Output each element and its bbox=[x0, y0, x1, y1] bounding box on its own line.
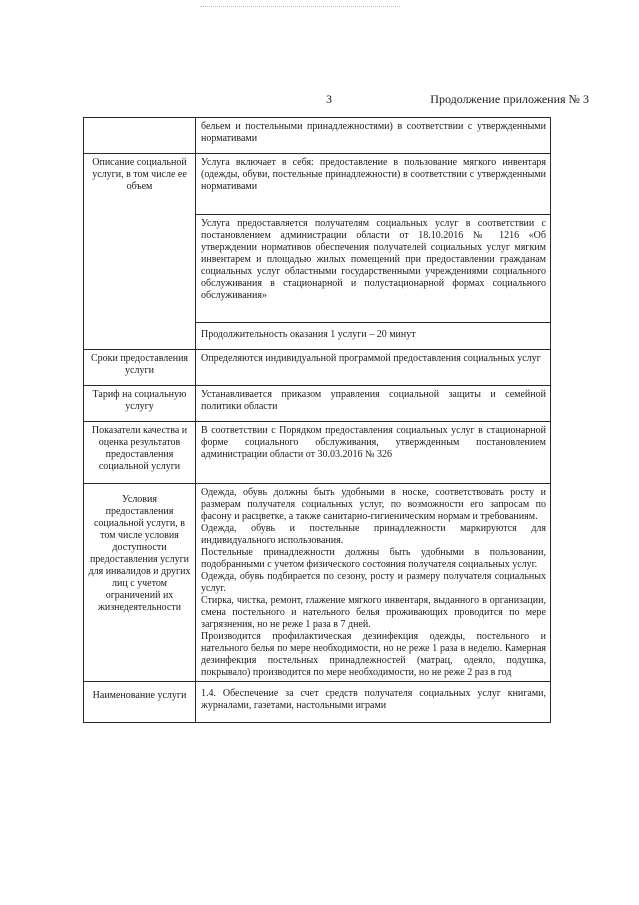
label-cell: Тариф на социальную услугу bbox=[84, 386, 196, 422]
table-row bbox=[84, 484, 551, 682]
label-cell: Условия предоставления социальной услуги, в том числе условия доступности предоставления услуги для инвалидов и других лиц с учетом ограничений их жизнедеятельности bbox=[84, 484, 196, 682]
social-services-table bbox=[83, 117, 551, 723]
condition-paragraph: Постельные принадлежности должны быть удобными в пользовании, подобранными с учетом физического состояния получателя социальных услуг. bbox=[201, 547, 546, 570]
content-cell: бельем и постельными принадлежностями) в соответствии с утвержденными нормативами bbox=[196, 118, 551, 154]
service-regulation-block: Услуга предоставляется получателям социальных услуг в соответствии с постановлением администрации области от 18.10.2016 № 1216 «Об утверждении нормативов обеспечения получателей социальных услуг мягким инвентарем и площадью жилых помещений при предоставлении гражданам социальных услуг областными государственными учреждениями социального обслуживания в стационарной и полустационарной формах социального обслуживания» bbox=[196, 214, 550, 322]
table-row bbox=[84, 118, 551, 154]
content-cell: Определяются индивидуальной программой предоставления социальных услуг bbox=[196, 350, 551, 386]
table-row bbox=[84, 350, 551, 386]
service-includes-block: Услуга включает в себя: предоставление в пользование мягкого инвентаря (одежды, обуви, постельные принадлежности) в соответствии с утвержденными нормативами bbox=[201, 157, 546, 192]
content-cell: 1.4. Обеспечение за счет средств получателя социальных услуг книгами, журналами, газетами, настольными играми bbox=[196, 682, 551, 723]
content-cell: В соответствии с Порядком предоставления социальных услуг в стационарной форме социального обслуживания, утвержденным постановлением администрации области от 30.03.2016 № 326 bbox=[196, 422, 551, 484]
label-cell-empty bbox=[84, 118, 196, 154]
condition-paragraph: Одежда, обувь подбирается по сезону, росту и размеру получателя социальных услуг. bbox=[201, 571, 546, 594]
content-cell bbox=[196, 484, 551, 682]
table-row bbox=[84, 154, 551, 350]
condition-paragraph: Одежда, обувь должны быть удобными в носке, соответствовать росту и размерам получателя социальных услуг, по возможности его запросам по фасону и расцветке, а также санитарно-гигиеническим нормам и требованиям. bbox=[201, 487, 546, 522]
content-cell: Устанавливается приказом управления социальной защиты и семейной политики области bbox=[196, 386, 551, 422]
content-cell-split bbox=[196, 154, 551, 350]
condition-paragraph: Одежда, обувь и постельные принадлежности маркируются для индивидуального использования. bbox=[201, 523, 546, 546]
table-row bbox=[84, 386, 551, 422]
scan-artifact bbox=[200, 6, 400, 9]
label-cell: Сроки предоставления услуги bbox=[84, 350, 196, 386]
page-number: 3 bbox=[326, 92, 332, 106]
appendix-continuation-note: Продолжение приложения № 3 bbox=[430, 92, 589, 106]
table-row bbox=[84, 682, 551, 723]
condition-paragraph: Производится профилактическая дезинфекция одежды, постельного и нательного белья по мере необходимости, но не реже 1 раза в неделю. Камерная дезинфекция постельных принадлежностей (матрац, одеяло, подушка, покрывало) производится по мере необходимости, но не реже 2 раз в год bbox=[201, 631, 546, 678]
service-duration-block: Продолжительность оказания 1 услуги – 20 минут bbox=[196, 322, 550, 349]
table-row bbox=[84, 422, 551, 484]
condition-paragraph: Стирка, чистка, ремонт, глажение мягкого инвентаря, выданного в организации, смена постельного и нательного белья проживающих проводится по мере загрязнения, но не реже 1 раза в 7 дней. bbox=[201, 595, 546, 630]
label-cell: Показатели качества и оценка результатов предоставления социальной услуги bbox=[84, 422, 196, 484]
label-cell: Наименование услуги bbox=[84, 682, 196, 723]
label-cell: Описание социальной услуги, в том числе ее объем bbox=[84, 154, 196, 350]
